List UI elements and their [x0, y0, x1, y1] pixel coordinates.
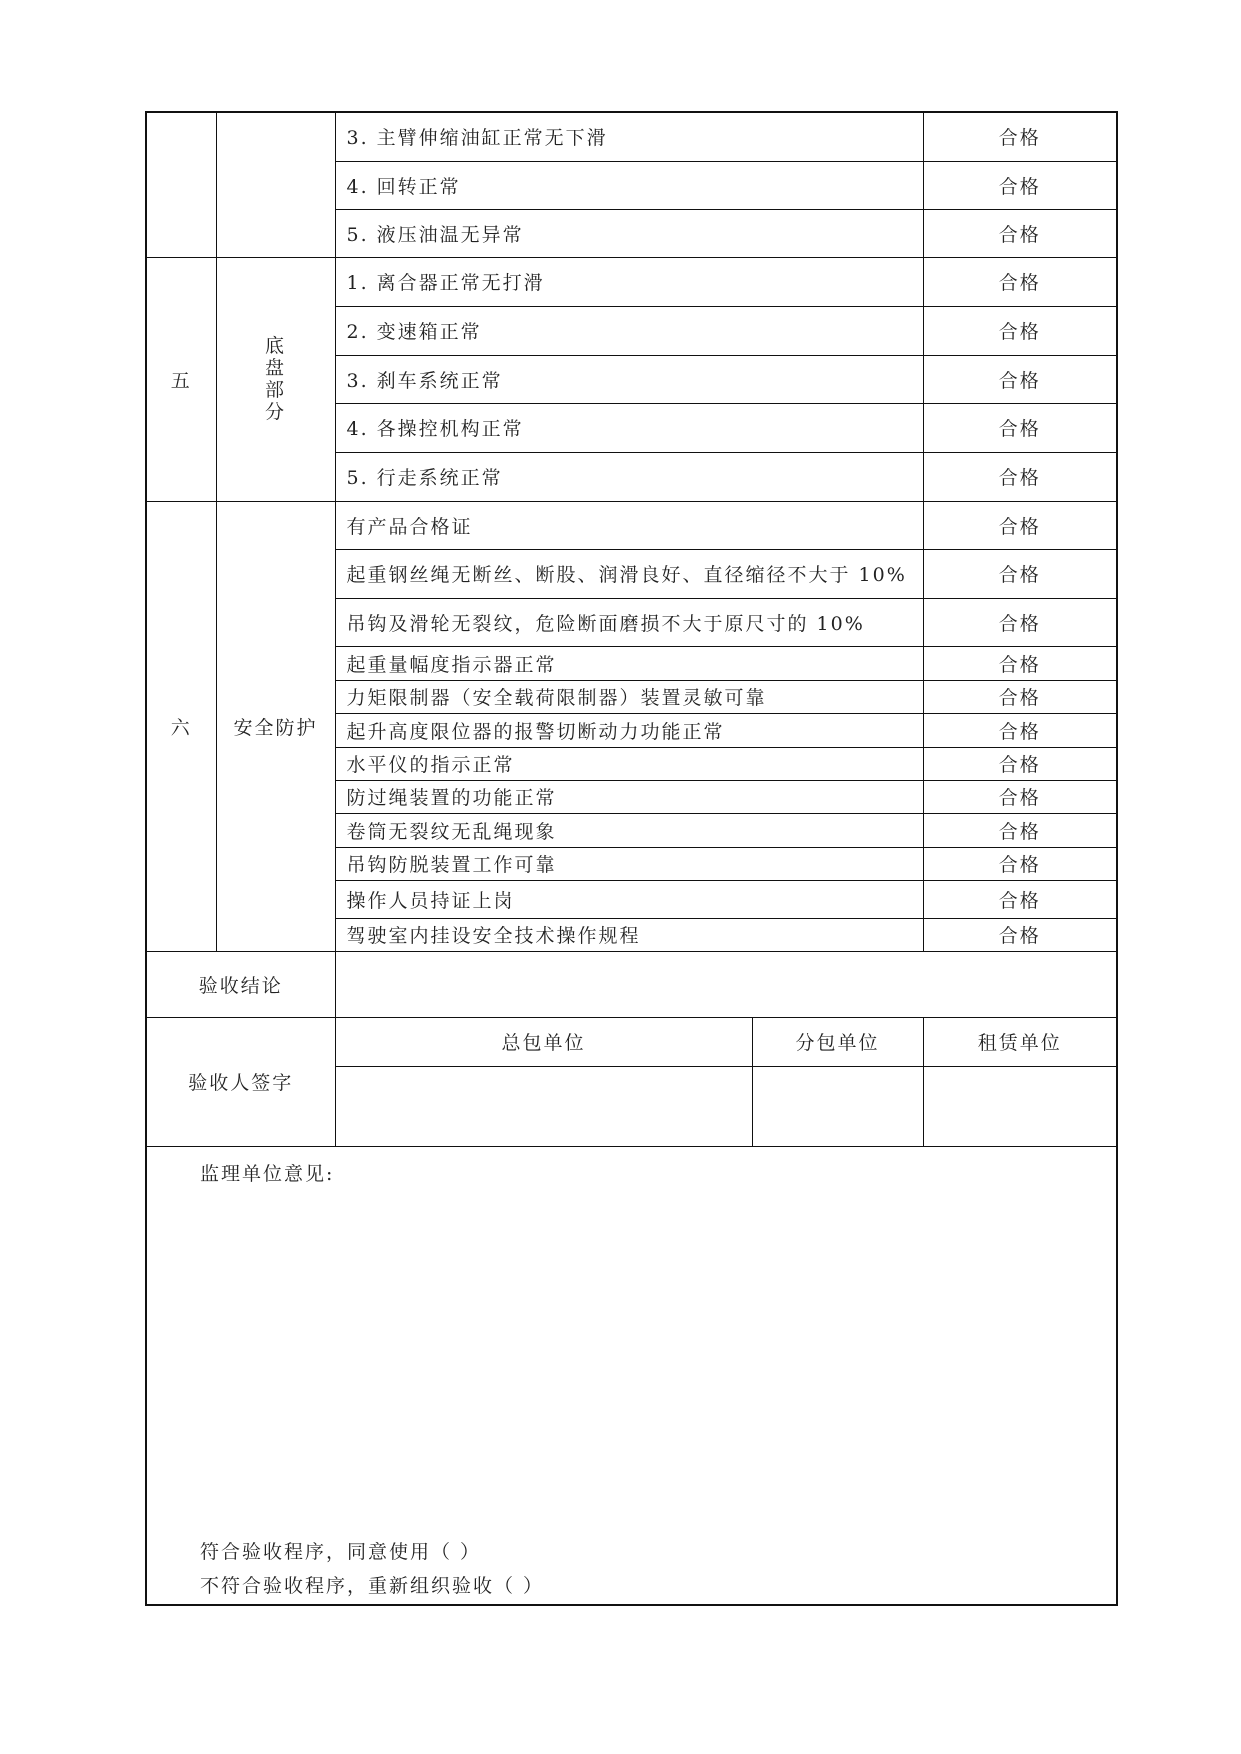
general-contractor-header: 总包单位: [335, 1017, 752, 1066]
check-item: 吊钩防脱装置工作可靠: [335, 847, 923, 880]
check-result: 合格: [923, 680, 1117, 713]
supervision-opinion-cell: [146, 1146, 1117, 1605]
conclusion-row: [146, 951, 1117, 1017]
check-item: 起重钢丝绳无断丝、断股、润滑良好、直径缩径不大于 10%: [335, 549, 923, 598]
supervision-label: 监理单位意见:: [200, 1162, 335, 1185]
check-item: 4. 各操控机构正常: [335, 403, 923, 452]
check-item: 起重量幅度指示器正常: [335, 646, 923, 680]
check-result: 合格: [923, 847, 1117, 880]
check-item: 水平仪的指示正常: [335, 747, 923, 780]
check-result: 合格: [923, 403, 1117, 452]
check-item: 起升高度限位器的报警切断动力功能正常: [335, 713, 923, 747]
check-item: 有产品合格证: [335, 501, 923, 549]
category-char: 分: [264, 401, 286, 423]
conclusion-label: 验收结论: [146, 951, 335, 1017]
check-result: 合格: [923, 780, 1117, 813]
check-item: 5. 液压油温无异常: [335, 209, 923, 257]
category-char: 底: [264, 335, 286, 357]
check-item: 吊钩及滑轮无裂纹，危险断面磨损不大于原尺寸的 10%: [335, 598, 923, 646]
check-result: 合格: [923, 880, 1117, 918]
check-item: 3. 主臂伸缩油缸正常无下滑: [335, 112, 923, 161]
section5-seq: 五: [146, 257, 216, 501]
subcontractor-header: 分包单位: [752, 1017, 923, 1066]
section4-seq-cell: [146, 112, 216, 257]
check-result: 合格: [923, 257, 1117, 306]
supervision-row: [146, 1146, 1117, 1605]
check-result: 合格: [923, 747, 1117, 780]
check-result: 合格: [923, 161, 1117, 209]
check-item: 3. 刹车系统正常: [335, 355, 923, 403]
check-result: 合格: [923, 918, 1117, 951]
category-char: 部: [264, 379, 286, 401]
section6-category: 安全防护: [216, 501, 335, 951]
general-contractor-signature[interactable]: [335, 1066, 752, 1146]
table-row: [146, 112, 1117, 161]
table-row: [146, 257, 1117, 306]
section5-category: [216, 257, 335, 501]
section6-seq: 六: [146, 501, 216, 951]
check-item: 4. 回转正常: [335, 161, 923, 209]
table-row: [146, 501, 1117, 549]
section4-category-cell: [216, 112, 335, 257]
lessor-header: 租赁单位: [923, 1017, 1117, 1066]
check-result: 合格: [923, 501, 1117, 549]
signature-header-row: [146, 1017, 1117, 1066]
check-item: 操作人员持证上岗: [335, 880, 923, 918]
choice-agree: 符合验收程序，同意使用（ ）: [200, 1540, 482, 1563]
signature-label: 验收人签字: [146, 1017, 335, 1146]
check-item: 力矩限制器（安全载荷限制器）装置灵敏可靠: [335, 680, 923, 713]
check-result: 合格: [923, 713, 1117, 747]
conclusion-value: [335, 951, 1117, 1017]
check-result: 合格: [923, 112, 1117, 161]
subcontractor-signature[interactable]: [752, 1066, 923, 1146]
acceptance-form-sheet: [145, 111, 1116, 1606]
acceptance-table: [145, 111, 1118, 1606]
lessor-signature[interactable]: [923, 1066, 1117, 1146]
check-item: 卷筒无裂纹无乱绳现象: [335, 813, 923, 847]
check-result: 合格: [923, 813, 1117, 847]
check-result: 合格: [923, 452, 1117, 501]
check-item: 1. 离合器正常无打滑: [335, 257, 923, 306]
check-result: 合格: [923, 549, 1117, 598]
check-item: 防过绳装置的功能正常: [335, 780, 923, 813]
check-item: 驾驶室内挂设安全技术操作规程: [335, 918, 923, 951]
check-item: 5. 行走系统正常: [335, 452, 923, 501]
check-result: 合格: [923, 306, 1117, 355]
choice-reject: 不符合验收程序，重新组织验收（ ）: [200, 1574, 545, 1597]
check-result: 合格: [923, 598, 1117, 646]
check-item: 2. 变速箱正常: [335, 306, 923, 355]
check-result: 合格: [923, 355, 1117, 403]
category-char: 盘: [264, 357, 286, 379]
check-result: 合格: [923, 646, 1117, 680]
check-result: 合格: [923, 209, 1117, 257]
